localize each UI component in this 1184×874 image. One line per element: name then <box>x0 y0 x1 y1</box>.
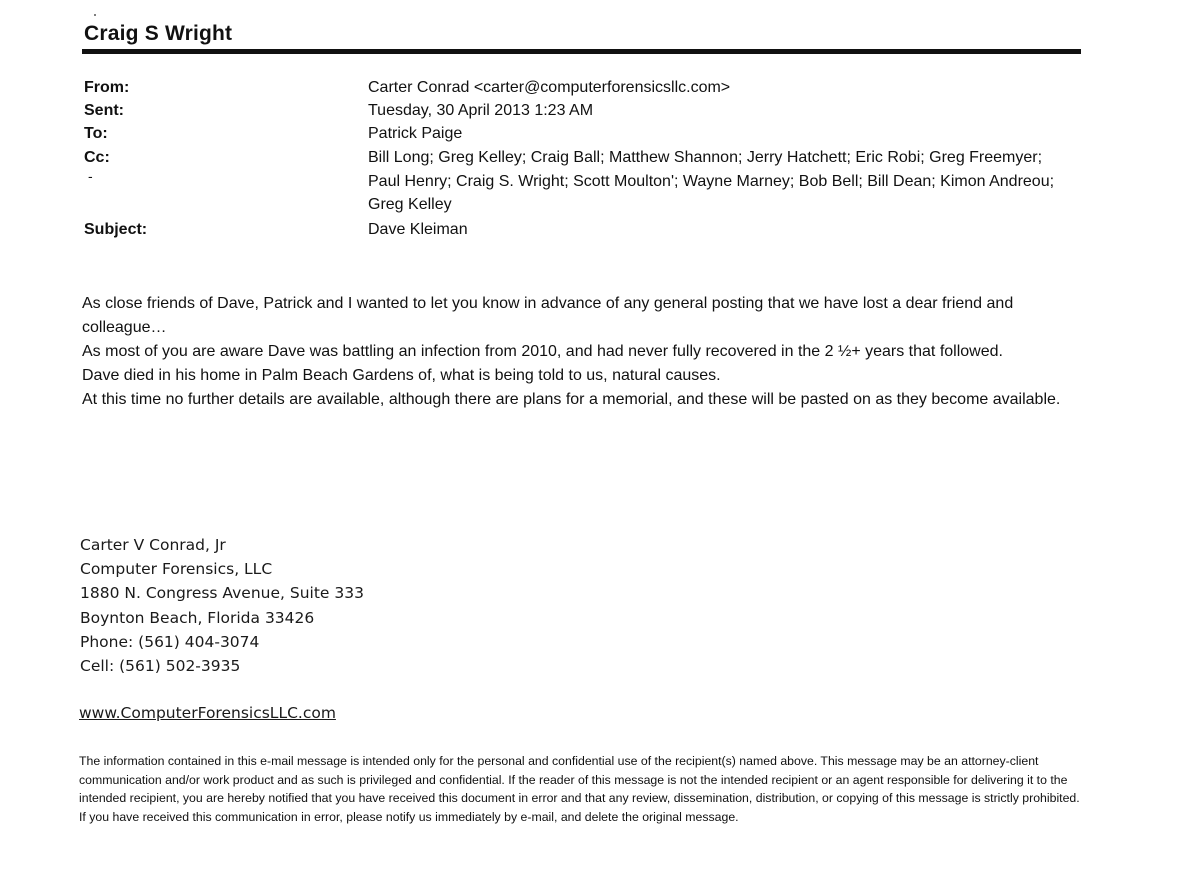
to-label: To: <box>84 125 108 142</box>
body-paragraph: Dave died in his home in Palm Beach Gardens of, what is being told to us, natural causes. <box>82 367 721 384</box>
signature-company: Computer Forensics, LLC <box>80 560 273 579</box>
signature-city: Boynton Beach, Florida 33426 <box>80 608 315 627</box>
subject-value: Dave Kleiman <box>368 221 468 238</box>
document-owner-name: Craig S Wright <box>84 22 233 45</box>
body-paragraph: At this time no further details are available, although there are plans for a memorial, and these will be pasted on as they become available. <box>82 391 1061 408</box>
cc-value: Bill Long; Greg Kelley; Craig Ball; Matthew Shannon; Jerry Hatchett; Eric Robi; Greg Freemyer; Paul Henry; Craig S. Wright; Scott Moulton'; Wayne Marney; Bob Bell; Bill Dean; Kimon Andreou; Greg Kelley <box>368 149 1055 213</box>
signature-phone: Phone: (561) 404-3074 <box>80 632 260 651</box>
sent-value: Tuesday, 30 April 2013 1:23 AM <box>368 102 594 119</box>
to-value: Patrick Paige <box>368 125 463 142</box>
email-body <box>82 292 1082 412</box>
from-label: From: <box>84 79 130 96</box>
confidentiality-disclaimer: The information contained in this e-mail message is intended only for the personal and confidential use of the recipient(s) named above. This message may be an attorney-client communication and/or work product and as such is privileged and confidential. If the reader of this message is not the intended recipient or an agent responsible for delivering it to the intended recipient, you are hereby notified that you have received this document in error and that any review, dissemination, distribution, or copying of this message is strictly prohibited. If you have received this communication in error, please notify us immediately by e-mail, and delete the original message. <box>79 754 1080 824</box>
signature-cell: Cell: (561) 502-3935 <box>80 657 241 676</box>
subject-label: Subject: <box>84 221 148 238</box>
body-paragraph: As close friends of Dave, Patrick and I wanted to let you know in advance of any general posting that we have lost a dear friend and colleague… <box>82 295 1014 336</box>
sent-label: Sent: <box>84 102 124 119</box>
body-paragraph: As most of you are aware Dave was battling an infection from 2010, and had never fully recovered in the 2 ½+ years that followed. <box>82 343 1003 360</box>
header-rule <box>82 49 1081 54</box>
email-signature <box>80 533 364 678</box>
company-website-link[interactable]: www.ComputerForensicsLLC.com <box>79 704 336 722</box>
scan-dash-mark: - <box>88 168 93 184</box>
scan-speck <box>94 14 96 16</box>
signature-name: Carter V Conrad, Jr <box>80 536 226 554</box>
from-value: Carter Conrad <carter@computerforensicsllc.com> <box>368 79 731 96</box>
signature-street: 1880 N. Congress Avenue, Suite 333 <box>80 584 364 603</box>
cc-label: Cc: <box>84 149 110 166</box>
